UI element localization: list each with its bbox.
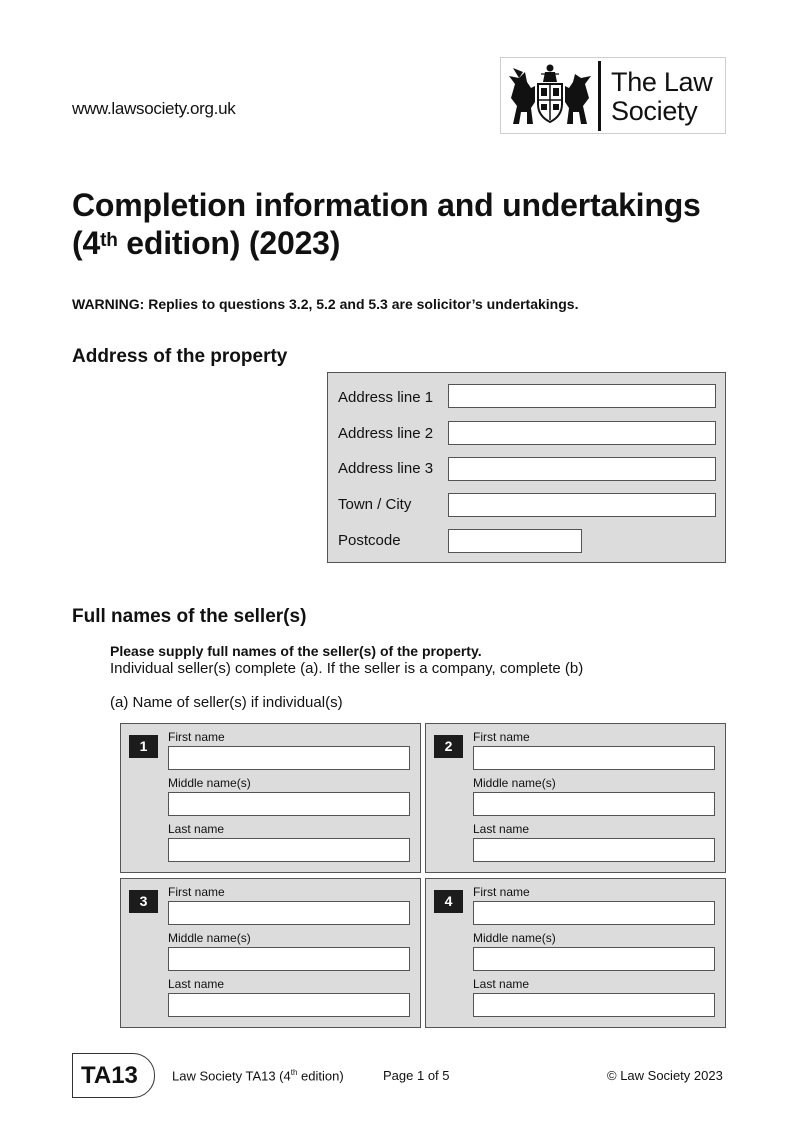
seller-box-3 — [120, 878, 421, 1028]
seller-2-first-name-input[interactable] — [473, 746, 715, 770]
part-a-label: (a) Name of seller(s) if individual(s) — [110, 694, 343, 711]
seller-box-2 — [425, 723, 726, 873]
seller-4-middle-name-input[interactable] — [473, 947, 715, 971]
sellers-heading: Full names of the seller(s) — [72, 606, 307, 627]
last-name-label: Last name — [168, 977, 225, 991]
seller-2-last-name-input[interactable] — [473, 838, 715, 862]
logo-wordmark: The Law Society — [611, 67, 713, 126]
last-name-label: Last name — [473, 977, 530, 991]
middle-name-label: Middle name(s) — [473, 931, 556, 945]
middle-name-label: Middle name(s) — [168, 776, 251, 790]
seller-number: 1 — [129, 735, 158, 758]
seller-3-middle-name-input[interactable] — [168, 947, 410, 971]
seller-1-middle-name-input[interactable] — [168, 792, 410, 816]
seller-1-first-name-input[interactable] — [168, 746, 410, 770]
town-city-input[interactable] — [448, 493, 716, 517]
copyright: © Law Society 2023 — [607, 1068, 723, 1083]
postcode-label: Postcode — [338, 532, 401, 549]
address-line-1-input[interactable] — [448, 384, 716, 408]
seller-box-4 — [425, 878, 726, 1028]
seller-box-1 — [120, 723, 421, 873]
seller-number: 4 — [434, 890, 463, 913]
first-name-label: First name — [168, 885, 225, 899]
seller-3-last-name-input[interactable] — [168, 993, 410, 1017]
sellers-instruction-bold: Please supply full names of the seller(s) of the property. — [110, 643, 482, 659]
seller-4-first-name-input[interactable] — [473, 901, 715, 925]
logo-divider — [598, 61, 601, 131]
footer-form-name: Law Society TA13 (4th edition) — [172, 1068, 344, 1084]
page-title: Completion information and undertakings (4th edition) (2023) — [72, 187, 701, 261]
middle-name-label: Middle name(s) — [168, 931, 251, 945]
postcode-input[interactable] — [448, 529, 582, 553]
law-society-logo — [500, 57, 726, 134]
address-box — [327, 372, 726, 563]
middle-name-label: Middle name(s) — [473, 776, 556, 790]
seller-number: 2 — [434, 735, 463, 758]
address-heading: Address of the property — [72, 346, 288, 367]
first-name-label: First name — [473, 885, 530, 899]
sellers-instruction: Individual seller(s) complete (a). If the seller is a company, complete (b) — [110, 660, 584, 677]
form-code-badge: TA13 — [72, 1053, 155, 1098]
seller-2-middle-name-input[interactable] — [473, 792, 715, 816]
first-name-label: First name — [473, 730, 530, 744]
website-url: www.lawsociety.org.uk — [72, 99, 236, 118]
address-line-3-label: Address line 3 — [338, 460, 434, 477]
seller-4-last-name-input[interactable] — [473, 993, 715, 1017]
coat-of-arms-icon — [505, 62, 595, 130]
address-line-3-input[interactable] — [448, 457, 716, 481]
page-number: Page 1 of 5 — [383, 1068, 450, 1083]
address-line-2-label: Address line 2 — [338, 425, 434, 442]
seller-1-last-name-input[interactable] — [168, 838, 410, 862]
warning-text: WARNING: Replies to questions 3.2, 5.2 and 5.3 are solicitor’s undertakings. — [72, 296, 579, 312]
seller-3-first-name-input[interactable] — [168, 901, 410, 925]
first-name-label: First name — [168, 730, 225, 744]
town-city-label: Town / City — [338, 496, 412, 513]
address-line-2-input[interactable] — [448, 421, 716, 445]
seller-number: 3 — [129, 890, 158, 913]
last-name-label: Last name — [473, 822, 530, 836]
last-name-label: Last name — [168, 822, 225, 836]
address-line-1-label: Address line 1 — [338, 389, 434, 406]
